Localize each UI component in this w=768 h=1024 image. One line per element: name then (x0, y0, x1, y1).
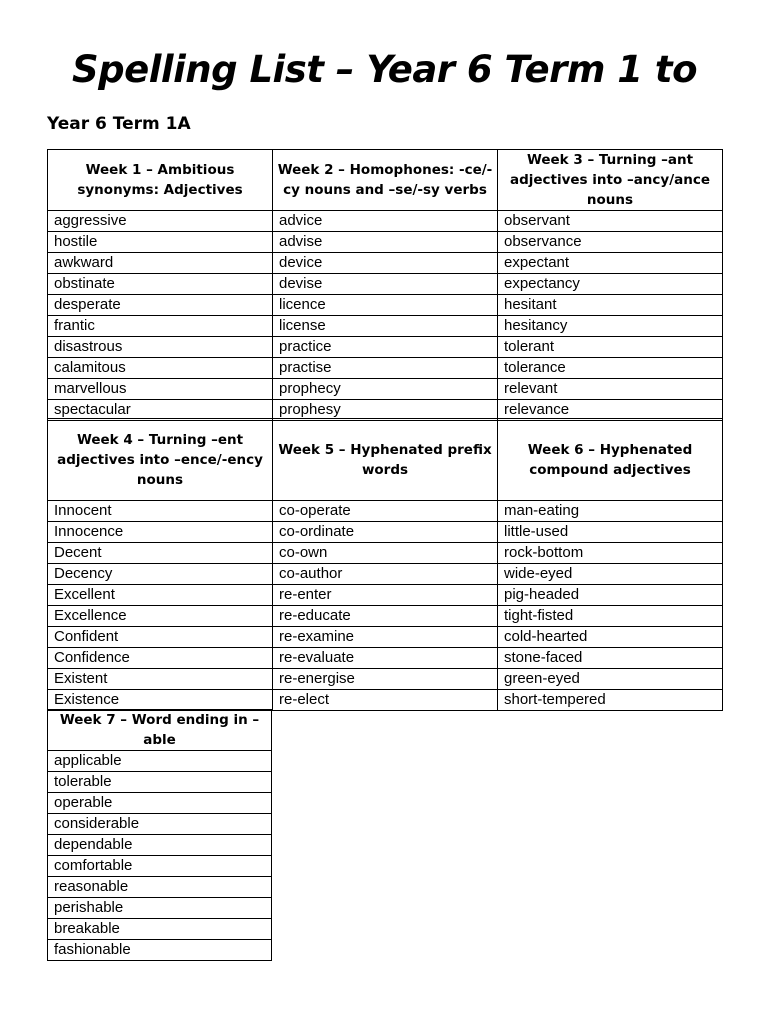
spelling-word: tight-fisted (498, 606, 723, 627)
spelling-word: device (273, 253, 498, 274)
spelling-word: green-eyed (498, 669, 723, 690)
table-row (48, 379, 723, 400)
spelling-table-weeks-1-3 (47, 149, 723, 421)
spelling-word: Existence (48, 690, 273, 711)
table-row (48, 751, 272, 772)
table-row (48, 877, 272, 898)
spelling-word: co-own (273, 543, 498, 564)
header-row (48, 419, 723, 501)
spelling-word: prophecy (273, 379, 498, 400)
spelling-word: little-used (498, 522, 723, 543)
spelling-word: expectancy (498, 274, 723, 295)
spelling-word: re-evaluate (273, 648, 498, 669)
document-title: Spelling List – Year 6 Term 1 to (72, 48, 698, 91)
spelling-word: advice (273, 211, 498, 232)
week-header: Week 6 – Hyphenated compound adjectives (498, 419, 723, 501)
spelling-word: stone-faced (498, 648, 723, 669)
spelling-word: spectacular (48, 400, 273, 421)
spelling-word: calamitous (48, 358, 273, 379)
spelling-word: tolerant (498, 337, 723, 358)
table-row (48, 627, 723, 648)
table-row (48, 337, 723, 358)
spelling-word: re-elect (273, 690, 498, 711)
table-row (48, 648, 723, 669)
spelling-word: considerable (48, 814, 272, 835)
spelling-word: observant (498, 211, 723, 232)
spelling-word: re-educate (273, 606, 498, 627)
table-row (48, 358, 723, 379)
spelling-word: frantic (48, 316, 273, 337)
spelling-word: desperate (48, 295, 273, 316)
header-row (48, 150, 723, 211)
term-subtitle: Year 6 Term 1A (47, 114, 191, 134)
spelling-word: practise (273, 358, 498, 379)
spelling-word: fashionable (48, 940, 272, 961)
table-row (48, 564, 723, 585)
spelling-word: observance (498, 232, 723, 253)
spelling-word: dependable (48, 835, 272, 856)
table-row (48, 669, 723, 690)
table-row (48, 316, 723, 337)
table-row (48, 856, 272, 877)
week-header: Week 1 – Ambitious synonyms: Adjectives (48, 150, 273, 211)
spelling-word: advise (273, 232, 498, 253)
week-header: Week 4 – Turning –ent adjectives into –ence/-ency nouns (48, 419, 273, 501)
spelling-word: aggressive (48, 211, 273, 232)
spelling-word: disastrous (48, 337, 273, 358)
spelling-word: breakable (48, 919, 272, 940)
spelling-word: awkward (48, 253, 273, 274)
table-row (48, 295, 723, 316)
table-row (48, 793, 272, 814)
spelling-word: hesitant (498, 295, 723, 316)
spelling-word: cold-hearted (498, 627, 723, 648)
table-row (48, 690, 723, 711)
spelling-word: comfortable (48, 856, 272, 877)
spelling-word: hesitancy (498, 316, 723, 337)
spelling-word: perishable (48, 898, 272, 919)
header-row (48, 710, 272, 751)
spelling-word: Confident (48, 627, 273, 648)
table-row (48, 543, 723, 564)
spelling-word: re-enter (273, 585, 498, 606)
table-row (48, 585, 723, 606)
spelling-word: Decency (48, 564, 273, 585)
spelling-word: expectant (498, 253, 723, 274)
week-header: Week 3 – Turning –ant adjectives into –ancy/ance nouns (498, 150, 723, 211)
spelling-word: devise (273, 274, 498, 295)
table-row (48, 772, 272, 793)
table-row (48, 501, 723, 522)
spelling-word: license (273, 316, 498, 337)
spelling-word: co-operate (273, 501, 498, 522)
spelling-word: co-ordinate (273, 522, 498, 543)
spelling-word: Decent (48, 543, 273, 564)
table-row (48, 232, 723, 253)
table-row (48, 606, 723, 627)
table-row (48, 211, 723, 232)
table-row (48, 253, 723, 274)
table-row (48, 898, 272, 919)
spelling-word: prophesy (273, 400, 498, 421)
spelling-table-week-7 (47, 709, 272, 961)
spelling-table-weeks-4-6 (47, 418, 723, 711)
table-row (48, 835, 272, 856)
week-header: Week 5 – Hyphenated prefix words (273, 419, 498, 501)
spelling-word: hostile (48, 232, 273, 253)
spelling-word: rock-bottom (498, 543, 723, 564)
spelling-word: wide-eyed (498, 564, 723, 585)
spelling-word: practice (273, 337, 498, 358)
spelling-word: Confidence (48, 648, 273, 669)
table-row (48, 940, 272, 961)
spelling-word: operable (48, 793, 272, 814)
table-row (48, 814, 272, 835)
spelling-word: pig-headed (498, 585, 723, 606)
spelling-word: Excellence (48, 606, 273, 627)
spelling-word: reasonable (48, 877, 272, 898)
spelling-word: Innocence (48, 522, 273, 543)
week-header: Week 2 – Homophones: -ce/-cy nouns and –se/-sy verbs (273, 150, 498, 211)
spelling-word: licence (273, 295, 498, 316)
spelling-word: marvellous (48, 379, 273, 400)
table-row (48, 522, 723, 543)
spelling-word: tolerance (498, 358, 723, 379)
spelling-word: Excellent (48, 585, 273, 606)
spelling-word: tolerable (48, 772, 272, 793)
table-row (48, 919, 272, 940)
spelling-word: man-eating (498, 501, 723, 522)
spelling-word: relevance (498, 400, 723, 421)
spelling-word: re-examine (273, 627, 498, 648)
spelling-word: applicable (48, 751, 272, 772)
spelling-word: short-tempered (498, 690, 723, 711)
spelling-word: Existent (48, 669, 273, 690)
spelling-word: obstinate (48, 274, 273, 295)
spelling-word: Innocent (48, 501, 273, 522)
spelling-word: re-energise (273, 669, 498, 690)
week-header: Week 7 – Word ending in – able (48, 710, 272, 751)
table-row (48, 274, 723, 295)
spelling-word: relevant (498, 379, 723, 400)
spelling-word: co-author (273, 564, 498, 585)
